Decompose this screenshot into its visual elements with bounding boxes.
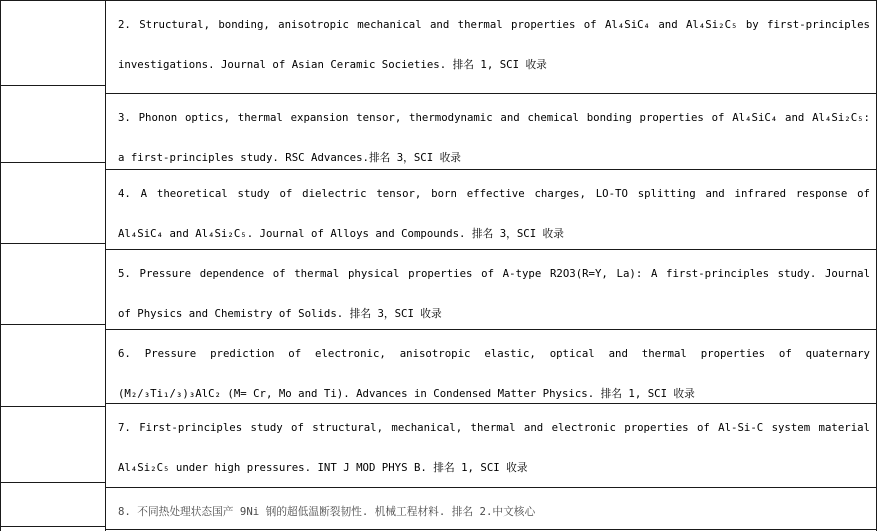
entry-line: 7. First-principles study of structural, mechanical, thermal and electronic properties of Al-Si-C system material bbox=[118, 421, 870, 434]
entry-line: (M₂/₃Ti₁/₃)₃AlC₂ (M= Cr, Mo and Ti). Advances in Condensed Matter Physics. 排名 1, SCI 收录 bbox=[118, 387, 695, 400]
publication-entry bbox=[106, 170, 876, 250]
left-cell bbox=[1, 407, 105, 483]
left-cell bbox=[1, 163, 105, 244]
entry-line: of Physics and Chemistry of Solids. 排名 3，SCI 收录 bbox=[118, 307, 442, 320]
table-right-column bbox=[105, 1, 877, 531]
entry-line: 6. Pressure prediction of electronic, anisotropic elastic, optical and thermal properties of quaternary bbox=[118, 347, 870, 360]
publication-entry bbox=[106, 94, 876, 170]
left-cell bbox=[1, 244, 105, 325]
left-cell bbox=[1, 325, 105, 407]
publication-entry bbox=[106, 488, 876, 530]
entry-line: investigations. Journal of Asian Ceramic Societies. 排名 1, SCI 收录 bbox=[118, 58, 547, 71]
entry-line: a first-principles study. RSC Advances.排名 3，SCI 收录 bbox=[118, 151, 461, 164]
left-cell bbox=[1, 86, 105, 163]
publication-entry bbox=[106, 330, 876, 404]
entry-line: 4. A theoretical study of dielectric tensor, born effective charges, LO-TO splitting and infrared response of bbox=[118, 187, 870, 200]
entry-line: 5. Pressure dependence of thermal physical properties of A-type R2O3(R=Y, La): A first-principles study. Journal bbox=[118, 267, 870, 280]
entry-line: 2. Structural, bonding, anisotropic mechanical and thermal properties of Al₄SiC₄ and Al₄Si₂C₅ by first-principles bbox=[118, 18, 870, 31]
publication-entry bbox=[106, 404, 876, 488]
entry-line: Al₄SiC₄ and Al₄Si₂C₅. Journal of Alloys and Compounds. 排名 3，SCI 收录 bbox=[118, 227, 564, 240]
table-left-column bbox=[0, 1, 105, 531]
publication-entry bbox=[106, 250, 876, 330]
left-cell bbox=[1, 483, 105, 527]
entry-line: 8. 不同热处理状态国产 9Ni 钢的超低温断裂韧性. 机械工程材料. 排名 2.中文核心 bbox=[118, 505, 536, 518]
publication-entry bbox=[106, 1, 876, 94]
entry-line: 3. Phonon optics, thermal expansion tensor, thermodynamic and chemical bonding properties of Al₄SiC₄ and Al₄Si₂C₅: bbox=[118, 111, 870, 124]
entry-line: Al₄Si₂C₅ under high pressures. INT J MOD PHYS B. 排名 1, SCI 收录 bbox=[118, 461, 528, 474]
left-cell bbox=[1, 1, 105, 86]
